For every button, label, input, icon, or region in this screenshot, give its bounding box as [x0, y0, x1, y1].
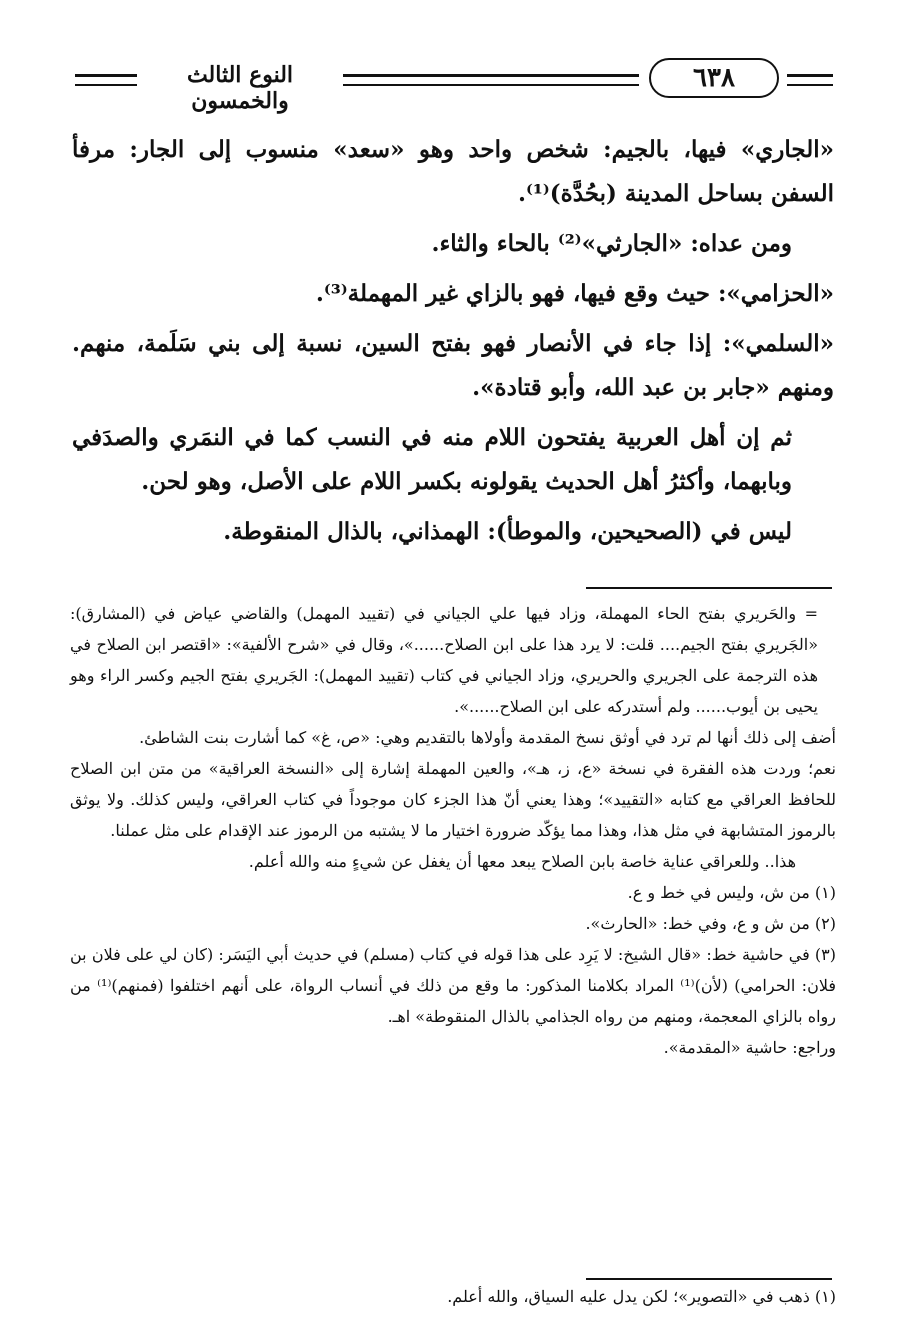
paragraph-arabiyya: ثم إن أهل العربية يفتحون اللام منه في النسب كما في النمَري والصدَفي وبابهما، وأكثرُ أهل الحديث يقولونه بكسر اللام على الأصل، وهو لحن. [72, 424, 792, 495]
footnote-1: (١) من ش، وليس في خط و ع. [627, 883, 836, 902]
header-rule-left [75, 74, 137, 86]
paragraph-jari: «الجاري» فيها، بالجيم: شخص واحد وهو «سعد» منسوب إلى الجار: مرفأ السفن بساحل المدينة (بحُدَّة)⁽¹⁾. [72, 136, 834, 207]
paragraph-harithi: ومن عداه: «الجارثي»⁽²⁾ بالحاء والثاء. [431, 230, 792, 257]
paragraph-hamdhani: ليس في (الصحيحين، والموطأ): الهمذاني، بالذال المنقوطة. [223, 518, 792, 545]
main-text [72, 128, 834, 560]
footnote-note-hatha: هذا.. وللعراقي عناية خاصة بابن الصلاح يبعد معها أن يغفل عن شيءٍ منه والله أعلم. [248, 852, 796, 871]
footnote-note-add: أضف إلى ذلك أنها لم ترد في أوثق نسخ المقدمة وأولاها بالتقديم وهي: «ص، غ» كما أشارت بنت الشاطئ. [139, 728, 836, 747]
footnote-3: (٣) في حاشية خط: «قال الشيخ: لا يَرِد على هذا قوله في كتاب (مسلم) في حديث أبي اليَسَر: (كان لي على فلان بن فلان: الحرامي) (لأن)⁽¹⁾ المراد بكلامنا المذكور: ما وقع من ذلك في أنساب الرواة، على أنهم اختلفوا (فمنهم)⁽¹⁾ من رواه بالزاي المعجمة، ومنهم من رواه الجذامي بالذال المنقوطة» اهـ. [70, 945, 837, 1026]
header-rule-right [787, 74, 833, 86]
subnote-1: (١) ذهب في «التصوير»؛ لكن يدل عليه السياق، والله أعلم. [447, 1287, 836, 1306]
footnote-separator [586, 587, 832, 589]
running-title: النوع الثالث والخمسون [186, 62, 294, 114]
footnote-note-naam: نعم؛ وردت هذه الفقرة في نسخة «ع، ز، هـ»، والعين المهملة إشارة إلى «النسخة العراقية» من متن ابن الصلاح للحافظ العراقي مع كتابه «التقييد»؛ وهذا يعني أنّ هذا الجزء كان موجوداً في كتاب العراقي، وليس كذلك. ولا يوثق بالرموز المتشابهة في مثل هذا، وهذا مما يؤكّد ضرورة اختيار ما لا يشتبه من الرموز عند الإقدام على مثل عملنا. [70, 759, 837, 840]
footnote-3-reference: وراجع: حاشية «المقدمة». [663, 1038, 836, 1057]
paragraph-sulami: «السلمي»: إذا جاء في الأنصار فهو بفتح السين، نسبة إلى بني سَلَمة، منهم. ومنهم «جابر بن عبد الله، وأبو قتادة». [72, 330, 834, 401]
header-rule-middle [343, 74, 639, 86]
page-header [75, 58, 833, 114]
paragraph-hizami: «الحزامي»: حيث وقع فيها، فهو بالزاي غير المهملة⁽³⁾. [315, 280, 834, 307]
page-number: ٦٣٨ [649, 58, 779, 98]
subnote-separator [586, 1278, 832, 1280]
footnote-2: (٢) من ش و ع، وفي خط: «الحارث». [585, 914, 836, 933]
footnotes [70, 598, 836, 1063]
sub-footnotes [70, 1282, 836, 1312]
footnote-continuation: = والحَريري بفتح الحاء المهملة، وزاد فيها علي الجياني في (تقييد المهمل) والقاضي عياض في (المشارق): «الجَريري بفتح الجيم.... قلت: لا يرد هذا على ابن الصلاح......»، وقال في «شرح الألفية»: «اقتصر ابن الصلاح في هذه الترجمة على الجريري والحريري، وزاد الجياني في كتاب (تقييد المهمل): الجَريري بفتح الجيم وكسر الراء وهو يحيى بن أيوب...... ولم أستدركه على ابن الصلاح......». [70, 604, 818, 716]
